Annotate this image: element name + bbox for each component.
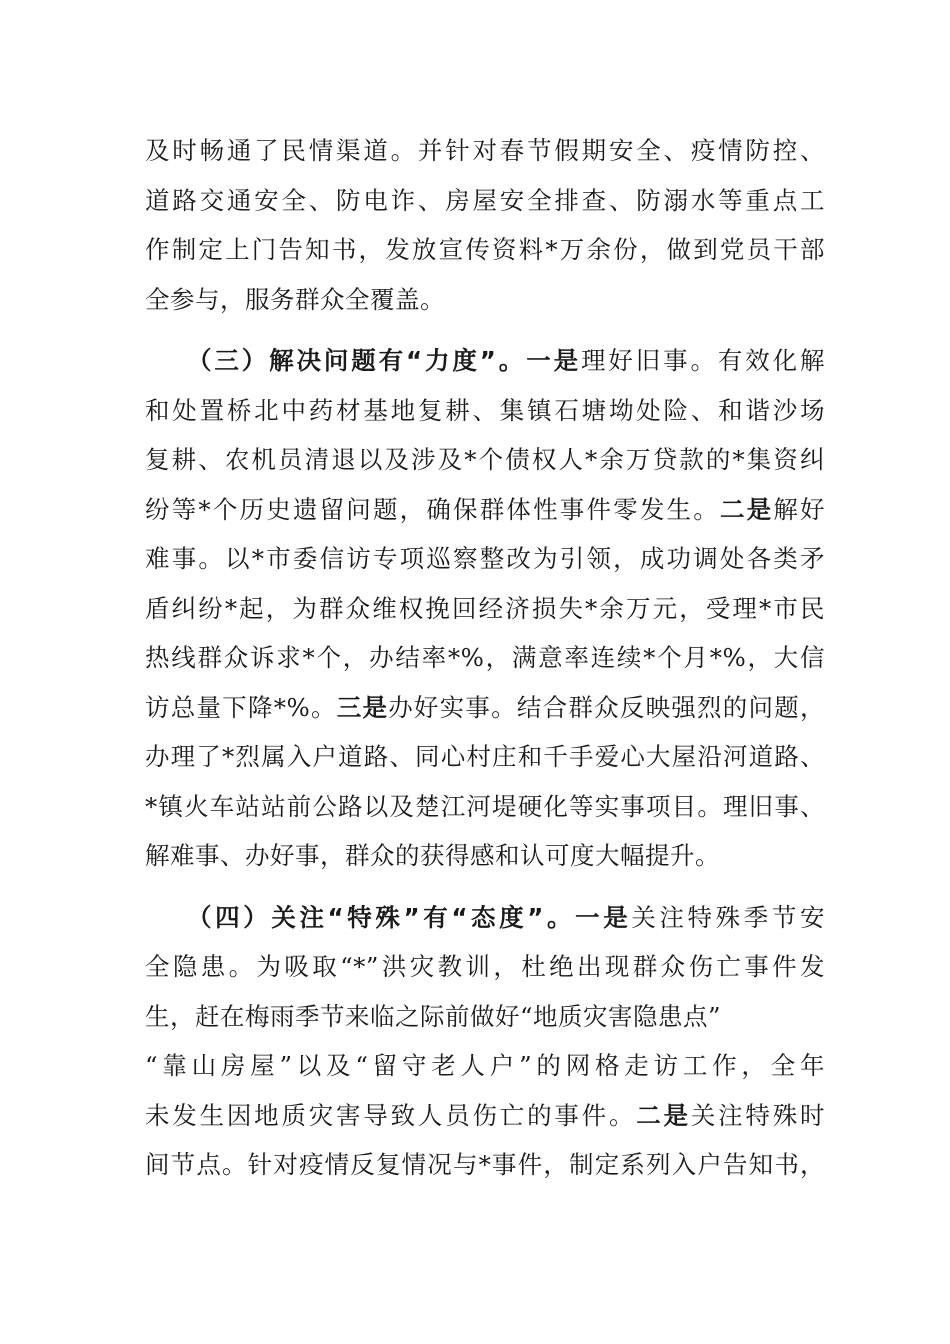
text-line: （四）关注“特殊”有“态度”。一是关注特殊季节安 <box>187 902 825 932</box>
text-line: 热线群众诉求*个，办结率*%，满意率连续*个月*%，大信 <box>145 643 825 672</box>
text-line: 全隐患。为吸取“*”洪灾教训，杜绝出现群众伤亡事件发 <box>145 952 825 981</box>
point-label: 一是 <box>575 902 632 932</box>
text-line: 纷等*个历史遗留问题，确保群体性事件零发生。二是解好 <box>145 494 826 524</box>
section-heading: （四）关注“特殊”有“态度”。 <box>187 902 576 932</box>
point-label: 一是 <box>526 346 581 375</box>
text-line: 解难事、办好事，群众的获得感和认可度大幅提升。 <box>145 841 720 870</box>
point-label: 二是 <box>719 494 774 524</box>
text-line: 及时畅通了民情渠道。并针对春节假期安全、疫情防控、 <box>145 136 825 165</box>
paragraph-section-3 <box>145 336 825 881</box>
text-line: （三）解决问题有“力度”。一是理好旧事。有效化解 <box>187 346 826 375</box>
text-line: 复耕、农机员清退以及涉及*个债权人*余万贷款的*集资纠 <box>145 445 825 474</box>
text-line: 作制定上门告知书，发放宣传资料*万余份，做到党员干部 <box>145 235 825 264</box>
text-line: 难事。以*市委信访专项巡察整改为引领，成功调处各类矛 <box>145 544 825 573</box>
text-line: 访总量下降*%。三是办好实事。结合群众反映强烈的问题， <box>145 692 826 722</box>
text-line: 办理了*烈属入户道路、同心村庄和千手爱心大屋沿河道路、 <box>145 742 825 771</box>
text-line: 生，赶在梅雨季节来临之际前做好“地质灾害隐患点” <box>145 1001 722 1031</box>
section-heading: （三）解决问题有“力度”。 <box>187 346 527 375</box>
document-body <box>145 126 825 1190</box>
text-line: 道路交通安全、防电诈、房屋安全排查、防溺水等重点工 <box>145 185 825 215</box>
point-label: 三是 <box>336 692 389 722</box>
text-line: *镇火车站站前公路以及楚江河堤硬化等实事项目。理旧事、 <box>145 791 825 821</box>
paragraph-section-4 <box>145 893 825 1190</box>
text-line: 间节点。针对疫情反复情况与*事件，制定系列入户告知书， <box>145 1150 825 1179</box>
text-line: 全参与，服务群众全覆盖。 <box>145 284 445 314</box>
paragraph-continuation <box>145 126 825 324</box>
point-label: 二是 <box>636 1100 691 1130</box>
text-line: 盾纠纷*起，为群众维权挽回经济损失*余万元，受理*市民 <box>145 593 825 623</box>
text-line: 未发生因地质灾害导致人员伤亡的事件。二是关注特殊时 <box>145 1100 826 1130</box>
text-line: 和处置桥北中药材基地复耕、集镇石塘坳处险、和谐沙场 <box>145 395 825 425</box>
text-line: “靠山房屋”以及“留守老人户”的网格走访工作，全年 <box>145 1051 825 1080</box>
